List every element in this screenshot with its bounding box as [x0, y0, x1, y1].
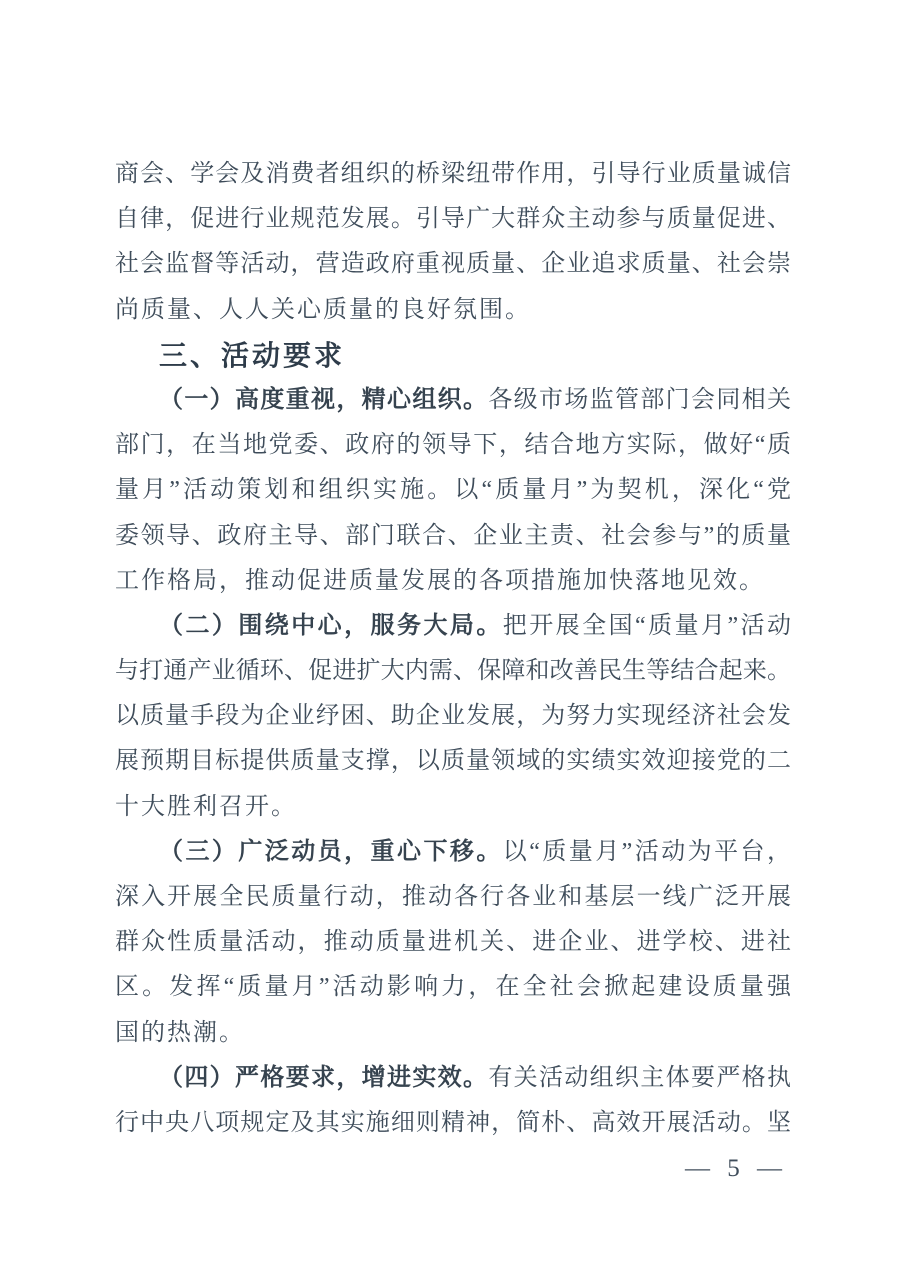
body-text: 区。发挥“质量月”活动影响力，在全社会掀起建设质量强 — [115, 974, 791, 1001]
item-lead-text: （三）广泛动员，重心下移。 — [159, 838, 503, 865]
para-item-2-line-4 — [115, 739, 791, 784]
para-item-2-line-3 — [115, 694, 791, 739]
para-item-1-line-4 — [115, 514, 791, 559]
body-text: 各级市场监管部门会同相关 — [488, 386, 791, 413]
body-text: 量月”活动策划和组织实施。以“质量月”为契机，深化“党 — [115, 477, 791, 504]
para-item-3-line-5 — [115, 1011, 791, 1056]
para-item-2-line-2 — [115, 649, 791, 694]
section-heading-activity-requirements-line-1 — [115, 333, 791, 378]
para-item-1-line-1 — [115, 378, 791, 423]
body-text: 尚质量、人人关心质量的良好氛围。 — [115, 296, 531, 323]
page-number: — 5 — — [685, 1155, 783, 1182]
para-continued-line-2 — [115, 197, 791, 242]
para-item-3-line-4 — [115, 965, 791, 1010]
item-lead-text: （二）围绕中心，服务大局。 — [159, 612, 503, 639]
body-text: 社会监督等活动，营造政府重视质量、企业追求质量、社会崇 — [115, 251, 791, 278]
document-body — [115, 152, 791, 1146]
body-text: 行中央八项规定及其实施细则精神，简朴、高效开展活动。坚 — [115, 1109, 791, 1136]
para-item-2-line-5 — [115, 785, 791, 830]
para-item-1-line-2 — [115, 423, 791, 468]
para-item-2-line-1 — [115, 604, 791, 649]
para-continued-line-1 — [115, 152, 791, 197]
para-continued-line-4 — [115, 288, 791, 333]
body-text: 自律，促进行业规范发展。引导广大群众主动参与质量促进、 — [115, 206, 791, 233]
para-item-4-line-1 — [115, 1056, 791, 1101]
body-text: 以质量手段为企业纾困、助企业发展，为努力实现经济社会发 — [115, 703, 791, 730]
para-item-1-line-3 — [115, 468, 791, 513]
item-lead-text: （一）高度重视，精心组织。 — [159, 386, 489, 413]
para-item-3-line-2 — [115, 875, 791, 920]
body-text: 深入开展全民质量行动，推动各行各业和基层一线广泛开展 — [115, 884, 791, 910]
body-text: 工作格局，推动促进质量发展的各项措施加快落地见效。 — [115, 567, 765, 594]
body-text: 展预期目标提供质量支撑，以质量领域的实绩实效迎接党的二 — [115, 748, 791, 775]
body-text: 商会、学会及消费者组织的桥梁纽带作用，引导行业质量诚信 — [115, 161, 791, 187]
para-item-4-line-2 — [115, 1101, 791, 1146]
heading-text: 三、活动要求 — [159, 339, 346, 371]
para-item-3-line-3 — [115, 920, 791, 965]
body-text: 与打通产业循环、促进扩大内需、保障和改善民生等结合起来。 — [115, 658, 791, 685]
para-item-1-line-5 — [115, 559, 791, 604]
body-text: 以“质量月”活动为平台， — [502, 838, 791, 865]
body-text: 有关活动组织主体要严格执 — [488, 1064, 791, 1091]
body-text: 委领导、政府主导、部门联合、企业主责、社会参与”的质量 — [115, 522, 791, 549]
body-text: 国的热潮。 — [115, 1019, 245, 1046]
body-text: 把开展全国“质量月”活动 — [502, 612, 791, 639]
body-text: 十大胜利召开。 — [115, 793, 297, 820]
item-lead-text: （四）严格要求，增进实效。 — [159, 1064, 489, 1091]
para-item-3-line-1 — [115, 830, 791, 875]
body-text: 群众性质量活动，推动质量进机关、进企业、进学校、进社 — [115, 929, 791, 956]
body-text: 部门，在当地党委、政府的领导下，结合地方实际，做好“质 — [115, 432, 791, 459]
para-continued-line-3 — [115, 242, 791, 287]
